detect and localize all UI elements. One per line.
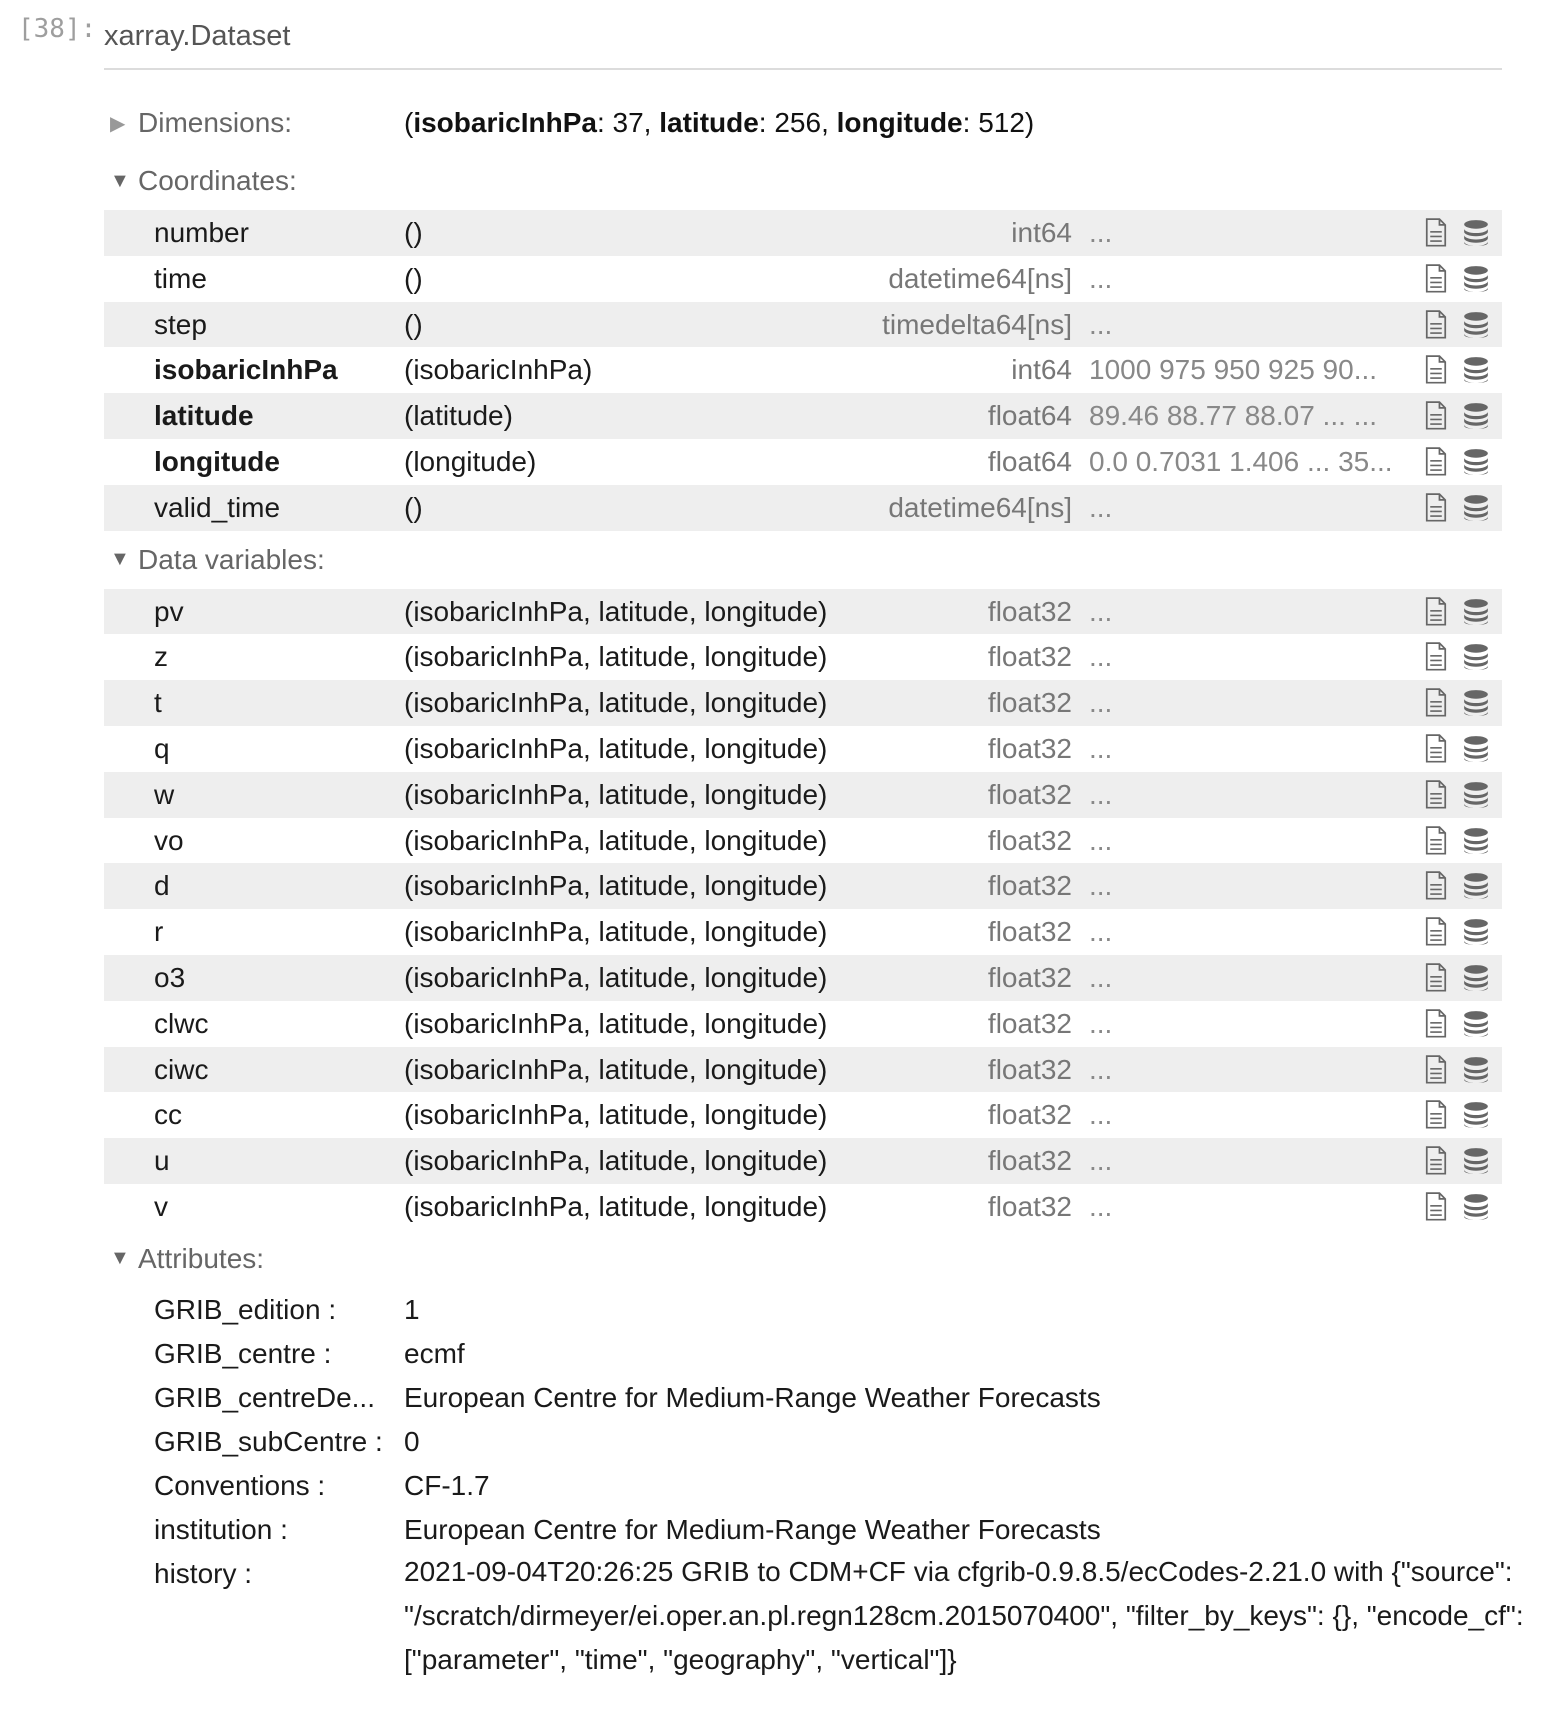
attr-key: GRIB_subCentre : (154, 1425, 383, 1457)
variable-row (104, 393, 1502, 439)
var-preview[interactable]: ... (1089, 1145, 1113, 1177)
var-preview[interactable]: 1000 975 950 925 90... (1089, 354, 1378, 386)
var-dims: (isobaricInhPa, latitude, longitude) (404, 641, 828, 673)
dim-name: isobaricInhPa (413, 107, 597, 138)
row-actions (1422, 1100, 1490, 1130)
database-icon[interactable] (1462, 1100, 1490, 1130)
variable-row (104, 1092, 1502, 1138)
var-dtype: float32 (987, 1099, 1072, 1131)
row-actions (1422, 1009, 1490, 1039)
row-actions (1422, 310, 1490, 340)
database-icon[interactable] (1462, 734, 1490, 764)
attribute-row (104, 1464, 1502, 1508)
row-actions (1422, 447, 1490, 477)
database-icon[interactable] (1462, 642, 1490, 672)
var-preview[interactable]: ... (1089, 262, 1113, 294)
file-text-icon[interactable] (1422, 734, 1450, 764)
var-preview[interactable]: ... (1089, 641, 1113, 673)
cell-prompt: [38]: (18, 14, 97, 44)
database-icon[interactable] (1462, 1192, 1490, 1222)
variable-row (104, 726, 1502, 772)
attr-value: European Centre for Medium-Range Weather Forecasts (404, 1381, 1101, 1413)
var-preview[interactable]: ... (1089, 1099, 1113, 1131)
section-label: Attributes: (138, 1242, 265, 1274)
database-icon[interactable] (1462, 401, 1490, 431)
expand-down-icon[interactable]: ▼ (110, 1247, 130, 1270)
variable-row (104, 818, 1502, 864)
attr-value: 0 (404, 1425, 420, 1457)
database-icon[interactable] (1462, 447, 1490, 477)
var-dims: (isobaricInhPa, latitude, longitude) (404, 687, 828, 719)
var-name: latitude (154, 400, 254, 432)
attribute-row (104, 1332, 1502, 1376)
variable-row (104, 1047, 1502, 1093)
section-dimensions[interactable] (104, 94, 1502, 152)
section-attributes[interactable] (104, 1230, 1502, 1288)
var-preview[interactable]: ... (1089, 778, 1113, 810)
attribute-row (104, 1420, 1502, 1464)
var-dtype: float32 (987, 1190, 1072, 1222)
var-dims: (latitude) (404, 400, 513, 432)
var-dims: (isobaricInhPa, latitude, longitude) (404, 1099, 828, 1131)
attr-key: GRIB_centreDe... (154, 1381, 375, 1413)
row-actions (1422, 780, 1490, 810)
var-dims: (isobaricInhPa, latitude, longitude) (404, 778, 828, 810)
database-icon[interactable] (1462, 310, 1490, 340)
var-dtype: float32 (987, 687, 1072, 719)
var-dtype: float32 (987, 1145, 1072, 1177)
var-preview[interactable]: ... (1089, 916, 1113, 948)
var-dtype: float64 (987, 400, 1072, 432)
var-dtype: int64 (1011, 217, 1072, 248)
dataset-repr (104, 18, 1524, 1692)
file-text-icon[interactable] (1422, 1192, 1450, 1222)
var-dtype: datetime64[ns] (888, 262, 1072, 294)
database-icon[interactable] (1462, 917, 1490, 947)
file-text-icon[interactable] (1422, 597, 1450, 627)
row-actions (1422, 1146, 1490, 1176)
attr-key: GRIB_edition : (154, 1293, 337, 1325)
var-dtype: float64 (987, 445, 1072, 477)
var-name: z (154, 641, 168, 673)
attr-value: European Centre for Medium-Range Weather Forecasts (404, 1513, 1101, 1545)
expand-right-icon[interactable]: ▶ (110, 112, 126, 135)
var-dtype: datetime64[ns] (888, 491, 1072, 523)
variable-row (104, 634, 1502, 680)
data-variables-list (104, 589, 1502, 1230)
attr-value: 2021-09-04T20:26:25 GRIB to CDM+CF via cfgrib-0.9.8.5/ecCodes-2.21.0 with {"source": "/scratch/dirmeyer/ei.oper.an.pl.regn128cm.2015070400", "filter_by_keys": {}, "encode_cf": ["parameter", "time", "geography", "vertical"]} (404, 1555, 1524, 1675)
row-actions (1422, 917, 1490, 947)
file-text-icon[interactable] (1422, 871, 1450, 901)
attr-key: institution : (154, 1513, 288, 1545)
row-actions (1422, 1192, 1490, 1222)
row-actions (1422, 734, 1490, 764)
var-dims: (longitude) (404, 445, 537, 477)
var-name: u (154, 1145, 170, 1177)
database-icon[interactable] (1462, 1146, 1490, 1176)
var-dtype: float32 (987, 1053, 1072, 1085)
coordinates-list (104, 210, 1502, 531)
file-text-icon[interactable] (1422, 355, 1450, 385)
row-actions (1422, 264, 1490, 294)
file-text-icon[interactable] (1422, 917, 1450, 947)
var-name: isobaricInhPa (154, 354, 338, 386)
attr-value: CF-1.7 (404, 1469, 490, 1501)
attribute-row (104, 1552, 1524, 1692)
database-icon[interactable] (1462, 355, 1490, 385)
row-actions (1422, 493, 1490, 523)
file-text-icon[interactable] (1422, 780, 1450, 810)
variable-row (104, 955, 1502, 1001)
var-name: time (154, 262, 207, 294)
var-preview[interactable]: ... (1089, 732, 1113, 764)
var-dims: () (404, 491, 423, 523)
var-name: pv (154, 595, 184, 627)
var-dims: (isobaricInhPa, latitude, longitude) (404, 1145, 828, 1177)
var-dims: () (404, 217, 423, 248)
expand-down-icon[interactable]: ▼ (110, 548, 130, 571)
var-preview[interactable]: ... (1089, 491, 1113, 523)
file-text-icon[interactable] (1422, 1009, 1450, 1039)
row-actions (1422, 401, 1490, 431)
var-dims: () (404, 262, 423, 294)
attributes-list (104, 1288, 1524, 1692)
var-dtype: float32 (987, 824, 1072, 856)
variable-row (104, 347, 1502, 393)
var-name: valid_time (154, 491, 281, 523)
var-dtype: float32 (987, 1007, 1072, 1039)
variable-row (104, 589, 1502, 635)
var-name: ciwc (154, 1053, 209, 1085)
var-dtype: float32 (987, 641, 1072, 673)
database-icon[interactable] (1462, 218, 1490, 248)
var-name: number (154, 217, 249, 248)
attribute-row (104, 1376, 1502, 1420)
var-preview[interactable]: ... (1089, 824, 1113, 856)
attr-value: 1 (404, 1293, 420, 1325)
attribute-row (104, 1288, 1502, 1332)
var-preview[interactable]: ... (1089, 1007, 1113, 1039)
row-actions (1422, 871, 1490, 901)
var-dtype: float32 (987, 961, 1072, 993)
file-text-icon[interactable] (1422, 1100, 1450, 1130)
attr-key: Conventions : (154, 1469, 326, 1501)
var-preview[interactable]: 0.0 0.7031 1.406 ... 35... (1089, 445, 1393, 477)
var-dtype: float32 (987, 732, 1072, 764)
file-text-icon[interactable] (1422, 264, 1450, 294)
var-dtype: float32 (987, 595, 1072, 627)
var-preview[interactable]: ... (1089, 595, 1113, 627)
var-dims: (isobaricInhPa, latitude, longitude) (404, 1190, 828, 1222)
file-text-icon[interactable] (1422, 310, 1450, 340)
var-dims: (isobaricInhPa, latitude, longitude) (404, 1007, 828, 1039)
row-actions (1422, 1055, 1490, 1085)
var-dims: (isobaricInhPa, latitude, longitude) (404, 732, 828, 764)
var-dtype: int64 (1011, 354, 1072, 386)
var-dims: (isobaricInhPa, latitude, longitude) (404, 1053, 828, 1085)
variable-row (104, 863, 1502, 909)
variable-row (104, 680, 1502, 726)
var-dtype: float32 (987, 916, 1072, 948)
attribute-row (104, 1508, 1502, 1552)
section-label: Dimensions: (138, 107, 293, 138)
var-dtype: timedelta64[ns] (882, 308, 1072, 340)
var-name: d (154, 870, 170, 902)
database-icon[interactable] (1462, 1009, 1490, 1039)
var-name: longitude (154, 445, 280, 477)
variable-row (104, 1001, 1502, 1047)
variable-row (104, 772, 1502, 818)
row-actions (1422, 688, 1490, 718)
file-text-icon[interactable] (1422, 963, 1450, 993)
var-name: r (154, 916, 164, 948)
variable-row (104, 909, 1502, 955)
attr-value: ecmf (404, 1337, 465, 1369)
database-icon[interactable] (1462, 688, 1490, 718)
database-icon[interactable] (1462, 963, 1490, 993)
file-text-icon[interactable] (1422, 447, 1450, 477)
section-label: Coordinates: (138, 165, 297, 196)
var-name: q (154, 732, 170, 764)
row-actions (1422, 218, 1490, 248)
row-actions (1422, 963, 1490, 993)
database-icon[interactable] (1462, 780, 1490, 810)
database-icon[interactable] (1462, 1055, 1490, 1085)
database-icon[interactable] (1462, 597, 1490, 627)
database-icon[interactable] (1462, 264, 1490, 294)
var-preview[interactable]: ... (1089, 1053, 1113, 1085)
file-text-icon[interactable] (1422, 688, 1450, 718)
file-text-icon[interactable] (1422, 826, 1450, 856)
var-dims: (isobaricInhPa, latitude, longitude) (404, 961, 828, 993)
object-type: xarray.Dataset (104, 20, 291, 52)
dimensions-summary: (isobaricInhPa: 37, latitude: 256, longitude: 512) (404, 107, 1035, 138)
file-text-icon[interactable] (1422, 218, 1450, 248)
var-dims: () (404, 308, 423, 340)
database-icon[interactable] (1462, 493, 1490, 523)
variable-row (104, 439, 1502, 485)
section-coordinates[interactable] (104, 152, 1502, 210)
var-preview[interactable]: ... (1089, 308, 1113, 340)
file-text-icon[interactable] (1422, 401, 1450, 431)
var-preview[interactable]: ... (1089, 1190, 1113, 1222)
file-text-icon[interactable] (1422, 642, 1450, 672)
var-dims: (isobaricInhPa, latitude, longitude) (404, 824, 828, 856)
var-preview[interactable]: ... (1089, 687, 1113, 719)
var-dims: (isobaricInhPa, latitude, longitude) (404, 916, 828, 948)
var-preview[interactable]: ... (1089, 217, 1113, 248)
var-dims: (isobaricInhPa) (404, 354, 593, 386)
var-name: w (154, 778, 175, 810)
var-name: cc (154, 1099, 182, 1131)
row-actions (1422, 597, 1490, 627)
var-name: v (154, 1190, 168, 1222)
var-preview[interactable]: ... (1089, 870, 1113, 902)
var-name: step (154, 308, 207, 340)
variable-row (104, 1138, 1502, 1184)
var-name: o3 (154, 961, 186, 993)
variable-row (104, 210, 1502, 256)
dim-name: latitude (659, 107, 759, 138)
variable-row (104, 485, 1502, 531)
attr-key: GRIB_centre : (154, 1337, 332, 1369)
attr-key: history : (154, 1557, 253, 1589)
row-actions (1422, 826, 1490, 856)
var-dtype: float32 (987, 778, 1072, 810)
database-icon[interactable] (1462, 871, 1490, 901)
var-preview[interactable]: ... (1089, 961, 1113, 993)
file-text-icon[interactable] (1422, 1146, 1450, 1176)
file-text-icon[interactable] (1422, 1055, 1450, 1085)
variable-row (104, 256, 1502, 302)
section-data-variables[interactable] (104, 531, 1502, 589)
dim-name: longitude (836, 107, 963, 138)
var-name: vo (154, 824, 184, 856)
expand-down-icon[interactable]: ▼ (110, 169, 130, 192)
row-actions (1422, 642, 1490, 672)
var-dims: (isobaricInhPa, latitude, longitude) (404, 870, 828, 902)
section-label: Data variables: (138, 543, 325, 575)
var-name: clwc (154, 1007, 209, 1039)
row-actions (1422, 355, 1490, 385)
var-dtype: float32 (987, 870, 1072, 902)
var-preview[interactable]: 89.46 88.77 88.07 ... ... (1089, 400, 1377, 432)
header-divider (104, 68, 1502, 70)
file-text-icon[interactable] (1422, 493, 1450, 523)
var-name: t (154, 687, 162, 719)
variable-row (104, 302, 1502, 348)
database-icon[interactable] (1462, 826, 1490, 856)
variable-row (104, 1184, 1502, 1230)
var-dims: (isobaricInhPa, latitude, longitude) (404, 595, 828, 627)
